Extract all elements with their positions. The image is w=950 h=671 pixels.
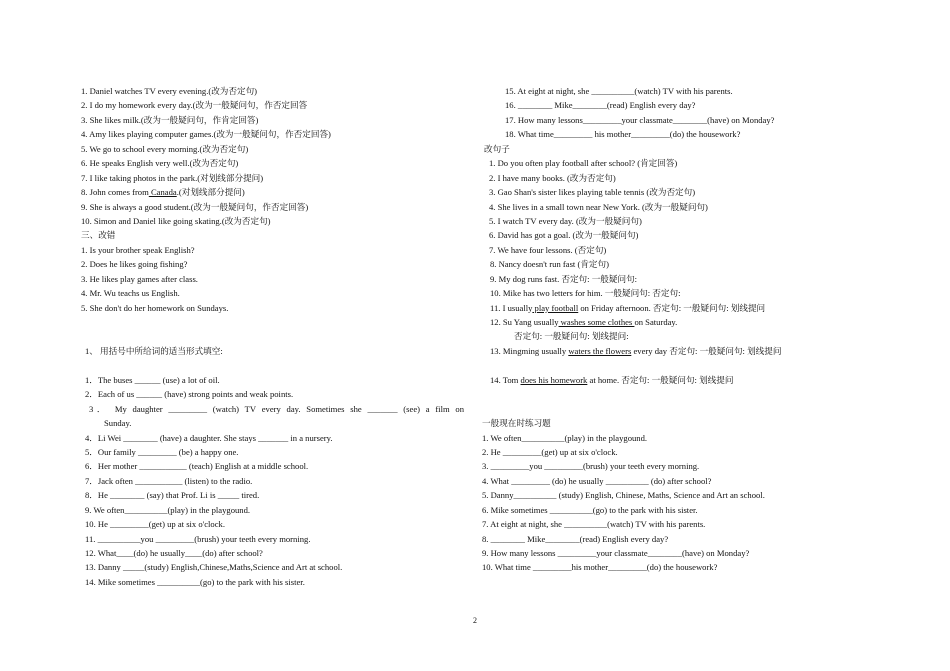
exercise-line: 5. We go to school every morning.(改为否定句) bbox=[81, 143, 249, 154]
exercise-line: 1. Is your brother speak English? bbox=[81, 244, 195, 255]
underlined-phrase: play football bbox=[532, 302, 579, 313]
exercise-line: 15. At eight at night, she __________(watch) TV with his parents. bbox=[505, 86, 733, 96]
exercise-line: 4. Amy likes playing computer games.(改为一般疑问句，作否定回答) bbox=[81, 129, 331, 140]
exercise-line: 8. John comes from Canada.(对划线部分提问) bbox=[81, 187, 245, 198]
underlined-phrase: washes some clothes bbox=[558, 317, 635, 327]
page-number: 2 bbox=[473, 616, 477, 625]
section-heading: 1、 用括号中所给词的适当形式填空: bbox=[85, 345, 223, 356]
exercise-line: 3． My daughter _________ (watch) TV every day. Sometimes she _______ (see) a film on bbox=[89, 403, 464, 414]
exercise-line: 7. We have four lessons. (否定句) bbox=[489, 244, 607, 255]
exercise-line: 1. Daniel watches TV every evening.(改为否定句) bbox=[81, 86, 258, 96]
exercise-line: 13. Danny _____(study) English,Chinese,Maths,Science and Art at school. bbox=[85, 562, 343, 573]
section-heading: 三、改错 bbox=[81, 230, 116, 241]
exercise-line: Sunday. bbox=[104, 418, 132, 429]
exercise-line: 6. Mike sometimes __________(go) to the park with his sister. bbox=[482, 504, 698, 515]
exercise-line: 11. I usually play football on Friday afternoon. 否定句: 一般疑问句: 划线提问 bbox=[490, 302, 766, 313]
exercise-line: 10. Simon and Daniel like going skating.(改为否定句) bbox=[81, 215, 271, 226]
underlined-phrase: does his homework bbox=[520, 374, 588, 385]
exercise-line: 4. What _________ (do) he usually __________ (do) after school? bbox=[482, 475, 712, 486]
exercise-line: 7．Jack often ___________ (listen) to the radio. bbox=[85, 475, 253, 486]
exercise-line: 1. We often__________(play) in the playgound. bbox=[482, 432, 648, 443]
exercise-line: 6. He speaks English very well.(改为否定句) bbox=[81, 158, 239, 169]
exercise-line: 9. We often__________(play) in the playgound. bbox=[85, 504, 251, 515]
exercise-line: 11. __________you _________(brush) your teeth every morning. bbox=[85, 533, 311, 544]
exercise-line: 16. ________ Mike________(read) English every day? bbox=[505, 100, 696, 111]
right-column bbox=[478, 84, 868, 575]
left-column bbox=[81, 84, 476, 589]
exercise-line: 4. Mr. Wu teachs us English. bbox=[81, 288, 180, 299]
exercise-line: 4．Li Wei ________ (have) a daughter. She stays _______ in a nursery. bbox=[85, 432, 333, 443]
exercise-line: 8. ________ Mike________(read) English every day? bbox=[482, 533, 669, 544]
exercise-line: 1. Do you often play football after school? (肯定回答) bbox=[489, 158, 678, 169]
exercise-line: 18. What time_________ his mother_________(do) the housework? bbox=[505, 129, 741, 140]
exercise-line: 9. She is always a good student.(改为一般疑问句，作否定回答) bbox=[81, 201, 309, 212]
exercise-line: 2. I do my homework every day.(改为一般疑问句，作否定回答 bbox=[81, 100, 308, 111]
exercise-line: 10. He _________(get) up at six o'clock. bbox=[85, 519, 225, 530]
exercise-line: 2. Does he likes going fishing? bbox=[81, 259, 188, 270]
underlined-phrase: Canada bbox=[148, 187, 177, 198]
exercise-line: 5. Danny__________ (study) English, Chinese, Maths, Science and Art an school. bbox=[482, 490, 765, 501]
section-heading: 改句子 bbox=[484, 143, 510, 154]
exercise-line: 4. She lives in a small town near New York. (改为一般疑问句) bbox=[489, 201, 708, 212]
exercise-line: 12. What____(do) he usually____(do) after school? bbox=[85, 548, 263, 558]
exercise-line: 3. Gao Shan's sister likes playing table tennis (改为否定句) bbox=[489, 187, 696, 198]
exercise-line: 6. David has got a goal. (改为一般疑问句) bbox=[489, 230, 639, 241]
exercise-line: 12. Su Yang usually washes some clothes on Saturday. bbox=[490, 317, 678, 327]
exercise-line: 2. He _________(get) up at six o'clock. bbox=[482, 446, 618, 457]
exercise-line: 14. Mike sometimes __________(go) to the park with his sister. bbox=[85, 576, 305, 587]
exercise-line: 17. How many lessons_________your classmate________(have) on Monday? bbox=[505, 114, 775, 125]
section-heading: 一般现在时练习题 bbox=[482, 418, 551, 429]
exercise-line: 2．Each of us ______ (have) strong points and weak points. bbox=[85, 389, 294, 400]
exercise-line: 9. My dog runs fast. 否定句: 一般疑问句: bbox=[490, 273, 638, 284]
exercise-line: 5. She don't do her homework on Sundays. bbox=[81, 302, 229, 313]
exercise-line: 2. I have many books. (改为否定句) bbox=[489, 172, 616, 183]
exercise-line: 9. How many lessons _________your classmate________(have) on Monday? bbox=[482, 548, 750, 558]
exercise-line: 13. Mingming usually waters the flowers every day 否定句: 一般疑问句: 划线提问 bbox=[490, 345, 782, 356]
exercise-line: 3. He likes play games after class. bbox=[81, 273, 198, 284]
exercise-line: 1．The buses ______ (use) a lot of oil. bbox=[85, 374, 220, 385]
exercise-line: 14. Tom does his homework at home. 否定句: 一般疑问句: 划线提问 bbox=[490, 374, 734, 385]
exercise-line: 8. Nancy doesn't run fast (肯定句) bbox=[490, 259, 609, 270]
exercise-line: 8．He ________ (say) that Prof. Li is _____ tired. bbox=[85, 490, 260, 501]
exercise-line: 5. I watch TV every day. (改为一般疑问句) bbox=[489, 215, 642, 226]
exercise-line: 10. What time _________his mother_________(do) the housework? bbox=[482, 562, 718, 573]
exercise-line: 7. At eight at night, she __________(watch) TV with his parents. bbox=[482, 519, 706, 530]
exercise-line: 10. Mike has two letters for him. 一般疑问句: 否定句: bbox=[490, 288, 681, 299]
exercise-line: 3. _________you _________(brush) your teeth every morning. bbox=[482, 461, 700, 472]
underlined-phrase: waters the flowers bbox=[568, 345, 632, 356]
exercise-line: 5．Our family _________ (be) a happy one. bbox=[85, 446, 239, 457]
exercise-line: 3. She likes milk.(改为一般疑问句，作肯定回答) bbox=[81, 114, 259, 125]
exercise-line: 7. I like taking photos in the park.(对划线部分提问) bbox=[81, 172, 264, 183]
exercise-line: 否定句: 一般疑问句: 划线提问: bbox=[514, 331, 629, 342]
exercise-line: 6．Her mother ___________ (teach) English at a middle school. bbox=[85, 461, 309, 472]
